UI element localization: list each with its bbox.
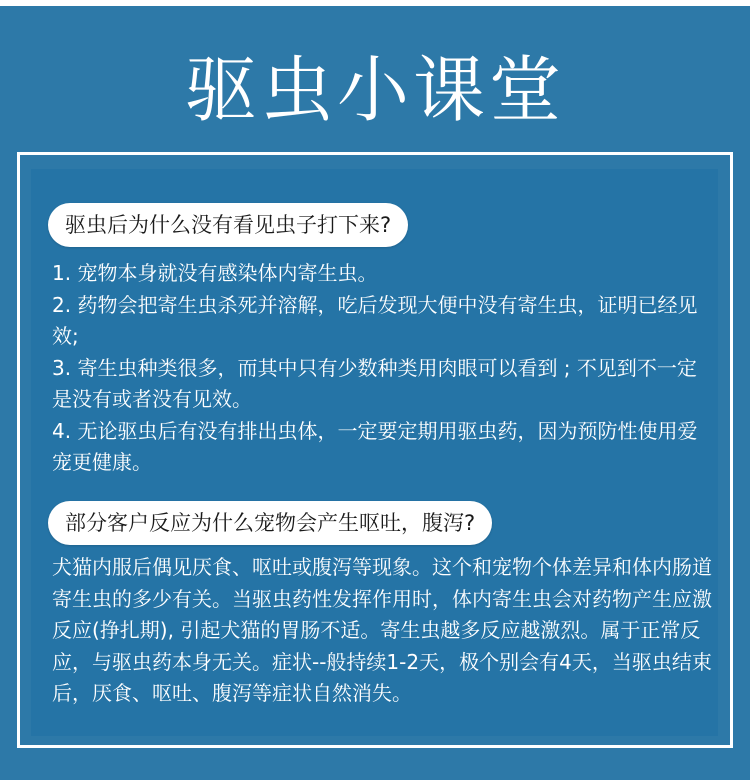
answer-item-4: 4. 无论驱虫后有没有排出虫体，一定要定期用驱虫药，因为预防性使用爱宠更健康。 — [52, 418, 698, 474]
answer-item-1: 1. 宠物本身就没有感染体内寄生虫。 — [52, 261, 378, 285]
answer-item-2: 2. 药物会把寄生虫杀死并溶解，吃后发现大便中没有寄生虫，证明已经见效; — [52, 292, 698, 348]
answer-item-3: 3. 寄生虫种类很多，而其中只有少数种类用肉眼可以看到 ; 不见到不一定是没有或者没有见效。 — [52, 355, 697, 411]
answer-body: 犬猫内服后偶见厌食、呕吐或腹泻等现象。这个和宠物个体差异和体内肠道寄生虫的多少有关。当驱虫药性发挥作用时，体内寄生虫会对药物产生应激反应(挣扎期), 引起犬猫的胃肠不适。寄生虫越多反应越激烈。属于正常反应，与驱虫药本身无关。症状--般持续1-2天，极个别会有4天，当驱虫结束后，厌食、呕吐、腹泻等症状自然消失。 — [52, 555, 712, 705]
question-pill-1: 驱虫后为什么没有看见虫子打下来? — [48, 203, 408, 247]
answer-list-1 — [52, 258, 712, 479]
question-pill-2: 部分客户反应为什么宠物会产生呕吐，腹泻? — [48, 501, 492, 545]
page-title: 驱虫小课堂 — [184, 48, 565, 132]
answer-paragraph-2 — [52, 552, 712, 710]
